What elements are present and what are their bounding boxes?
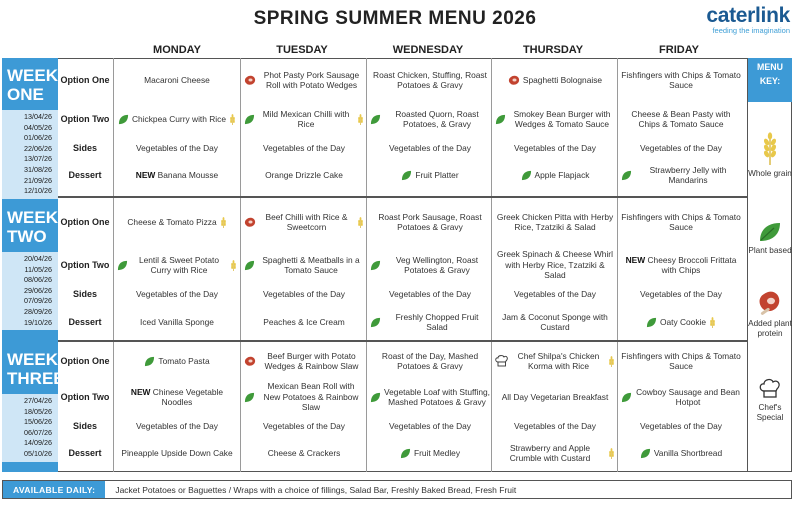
- menu-item-text: [414, 448, 460, 459]
- week-name-line1: WEEK: [7, 350, 58, 369]
- day-header-wednesday: WEDNESDAY: [392, 44, 464, 56]
- dish-name: Cowboy Sausage and Bean Hotpot: [636, 386, 740, 407]
- week-date: 31/08/26: [24, 164, 52, 174]
- key-item-chefs-special: [748, 378, 792, 423]
- dish-name: All Day Vegetarian Breakfast: [501, 391, 609, 402]
- menu-item: [495, 102, 615, 136]
- menu-item-text: [495, 443, 605, 464]
- menu-item-text: [136, 421, 218, 432]
- new-badge: NEW: [130, 386, 151, 397]
- week-dates: [2, 394, 58, 462]
- week-label-block: [2, 208, 58, 330]
- menu-item-text: [495, 312, 615, 333]
- leaf-icon: [144, 356, 155, 367]
- menu-item: [244, 380, 364, 414]
- menu-item: [495, 416, 615, 436]
- menu-item: [370, 416, 490, 436]
- dish-name: Cheesy Broccoli Frittata with Chips: [647, 254, 737, 275]
- menu-item: [621, 138, 741, 158]
- menu-item-text: [389, 421, 471, 432]
- menu-item: [370, 284, 490, 304]
- dish-name: Vegetables of the Day: [640, 288, 722, 299]
- dish-name: Vegetables of the Day: [263, 288, 345, 299]
- menu-item-text: [370, 351, 490, 372]
- menu-item-text: [621, 351, 741, 372]
- menu-item: [621, 284, 741, 304]
- leaf-icon: [370, 392, 381, 403]
- leaf-icon: [244, 114, 255, 125]
- menu-item-text: [535, 170, 590, 181]
- menu-item: [117, 62, 237, 98]
- menu-item-text: [621, 212, 741, 233]
- row-label-option-two: Option Two: [60, 391, 110, 402]
- menu-item-text: [635, 387, 741, 408]
- dish-name: Freshly Chopped Fruit Salad: [395, 311, 479, 332]
- dish-name: Fruit Medley: [413, 447, 461, 458]
- week-name-line2: ONE: [7, 85, 44, 104]
- menu-item-text: [514, 421, 596, 432]
- menu-item: [495, 200, 615, 244]
- menu-item: [117, 438, 237, 468]
- menu-item-text: [514, 143, 596, 154]
- week-name-line1: WEEK: [7, 66, 58, 85]
- menu-item: [495, 284, 615, 304]
- menu-item: [117, 138, 237, 158]
- menu-item: [370, 380, 490, 414]
- menu-item: [244, 162, 364, 188]
- day-header-tuesday: TUESDAY: [276, 44, 328, 56]
- column-divider: [240, 58, 241, 472]
- leaf-icon: [370, 317, 381, 328]
- dish-name: Tomato Pasta: [158, 355, 210, 366]
- menu-item-text: [136, 289, 218, 300]
- week-dates: [2, 252, 58, 330]
- menu-item-text: [495, 249, 615, 281]
- row-label-option-one: Option One: [60, 355, 110, 366]
- week-date: 07/09/26: [24, 296, 52, 306]
- dish-name: Mild Mexican Chilli with Rice: [262, 108, 350, 129]
- day-header-monday: MONDAY: [153, 44, 201, 56]
- menu-item-text: [259, 212, 354, 233]
- menu-item: [117, 416, 237, 436]
- leaf-icon: [401, 170, 412, 181]
- week-date: 14/09/26: [24, 438, 52, 448]
- menu-item-text: [144, 75, 210, 86]
- logo-tagline: feeding the imagination: [712, 26, 790, 35]
- meat-icon: [244, 355, 256, 367]
- menu-item: [244, 248, 364, 282]
- meat-icon: [758, 288, 782, 316]
- menu-item: [117, 284, 237, 304]
- menu-item-text: [514, 289, 596, 300]
- menu-item-text: [654, 448, 722, 459]
- menu-item-text: [117, 387, 237, 408]
- dish-name: Smokey Bean Burger with Wedges & Tomato Sauce: [513, 108, 611, 129]
- menu-item-text: [660, 317, 706, 328]
- wheat-icon: [230, 260, 237, 271]
- week-label-block: [2, 350, 65, 462]
- dish-name: Fishfingers with Chips & Tomato Sauce: [621, 69, 741, 90]
- dish-name: Vegetables of the Day: [640, 142, 722, 153]
- dish-name: Vegetables of the Day: [389, 288, 471, 299]
- week-date: 04/05/26: [24, 122, 52, 132]
- week-date: 27/04/26: [24, 396, 52, 405]
- leaf-icon: [621, 392, 632, 403]
- dish-name: Vegetables of the Day: [263, 142, 345, 153]
- menu-item: [244, 62, 364, 98]
- menu-item-text: [640, 421, 722, 432]
- dish-name: Beef Chilli with Rice & Sweetcorn: [265, 211, 348, 232]
- menu-item: [370, 102, 490, 136]
- caterlink-logo: [690, 4, 790, 35]
- key-item-plant-based: [748, 221, 792, 256]
- dish-name: Chef Shilpa's Chicken Korma with Rice: [517, 350, 600, 371]
- menu-item-text: [384, 387, 490, 408]
- dish-name: Macaroni Cheese: [144, 74, 210, 85]
- dish-name: Oaty Cookie: [659, 316, 707, 327]
- menu-item-text: [259, 70, 364, 91]
- key-item-whole-grain: [748, 132, 792, 179]
- dish-name: Veg Wellington, Roast Potatoes & Gravy: [395, 254, 479, 275]
- row-label-option-two: Option Two: [60, 259, 110, 270]
- menu-item: [621, 380, 741, 414]
- leaf-icon: [244, 260, 255, 271]
- menu-title: SPRING SUMMER MENU 2026: [253, 8, 537, 29]
- dish-name: Strawberry Jelly with Mandarins: [649, 164, 727, 185]
- chef-hat-icon: [758, 378, 782, 400]
- menu-item-text: [121, 448, 232, 459]
- week-date: 20/04/26: [24, 254, 52, 263]
- menu-item: [495, 380, 615, 414]
- dish-name: Phot Pasty Pork Sausage Roll with Potato Wedges: [263, 69, 360, 90]
- menu-item-text: [131, 255, 227, 276]
- menu-item: [495, 162, 615, 188]
- menu-item: [117, 380, 237, 414]
- menu-item: [621, 248, 741, 282]
- week-date: 13/04/26: [24, 112, 52, 121]
- dish-name: Vegetable Loaf with Stuffing, Mashed Potatoes & Gravy: [384, 386, 491, 407]
- row-label-sides: Sides: [72, 420, 97, 431]
- menu-item-text: [389, 143, 471, 154]
- dish-name: Peaches & Ice Cream: [263, 316, 345, 327]
- key-label-plant-protein: Added plant protein: [748, 319, 792, 338]
- menu-item-text: [384, 312, 490, 333]
- week-date: 22/06/26: [24, 143, 52, 153]
- menu-item: [117, 200, 237, 244]
- dish-name: Vegetables of the Day: [514, 142, 596, 153]
- menu-item-text: [265, 170, 343, 181]
- available-daily-label: AVAILABLE DAILY:: [3, 481, 105, 498]
- row-label-dessert: Dessert: [68, 169, 102, 180]
- leaf-icon: [758, 221, 782, 243]
- menu-item: [370, 344, 490, 378]
- wheat-icon: [229, 114, 236, 125]
- dish-name: Vegetables of the Day: [263, 420, 345, 431]
- week-date: 28/09/26: [24, 306, 52, 316]
- wheat-icon: [608, 448, 615, 459]
- meat-icon: [244, 74, 256, 86]
- column-divider: [491, 58, 492, 472]
- menu-item: [621, 306, 741, 338]
- menu-item-text: [415, 170, 458, 181]
- key-item-plant-protein: [748, 288, 792, 339]
- dish-name: Spaghetti & Meatballs in a Tomato Sauce: [262, 254, 360, 275]
- menu-item-text: [621, 70, 741, 91]
- menu-item: [621, 200, 741, 244]
- week-divider: [58, 196, 748, 198]
- dish-name: Apple Flapjack: [534, 169, 590, 180]
- available-daily-bar: [2, 480, 792, 499]
- menu-item: [621, 62, 741, 98]
- menu-item: [495, 248, 615, 282]
- menu-item: [495, 138, 615, 158]
- day-header-thursday: THURSDAY: [522, 44, 584, 56]
- menu-item: [244, 284, 364, 304]
- menu-item-text: [621, 255, 741, 276]
- dish-name: Jam & Coconut Sponge with Custard: [502, 311, 608, 332]
- menu-item-text: [509, 109, 615, 130]
- column-divider: [113, 58, 114, 472]
- dish-name: Vegetables of the Day: [640, 420, 722, 431]
- week-date: 05/10/26: [24, 448, 52, 458]
- dish-name: Vegetables of the Day: [136, 142, 218, 153]
- row-label-option-one: Option One: [60, 74, 110, 85]
- week-name-line2: TWO: [7, 227, 47, 246]
- menu-key-title: [748, 58, 792, 102]
- menu-item: [621, 162, 741, 188]
- dish-name: Spaghetti Bolognaise: [522, 74, 603, 85]
- leaf-icon: [400, 448, 411, 459]
- menu-item: [495, 62, 615, 98]
- dish-name: Cheese & Bean Pasty with Chips & Tomato Sauce: [631, 108, 731, 129]
- week-date: 06/07/26: [24, 427, 52, 437]
- menu-item-text: [384, 109, 490, 130]
- menu-item-text: [635, 165, 741, 186]
- menu-item-text: [136, 170, 218, 181]
- dish-name: Vegetables of the Day: [136, 288, 218, 299]
- dish-name: Fruit Platter: [415, 169, 459, 180]
- row-label-option-two: Option Two: [60, 113, 110, 124]
- wheat-icon: [357, 217, 364, 228]
- menu-item: [117, 102, 237, 136]
- wheat-icon: [608, 356, 615, 367]
- week-date: 13/07/26: [24, 154, 52, 164]
- menu-item: [244, 102, 364, 136]
- menu-item: [370, 200, 490, 244]
- key-label-chefs-special: Chef's Special: [756, 403, 784, 422]
- menu-item: [621, 416, 741, 436]
- dish-name: Vegetables of the Day: [389, 420, 471, 431]
- dish-name: Chinese Vegetable Noodles: [152, 386, 224, 407]
- dish-name: Iced Vanilla Sponge: [140, 316, 214, 327]
- week-date: 21/09/26: [24, 175, 52, 185]
- dish-name: Fishfingers with Chips & Tomato Sauce: [621, 211, 741, 232]
- menu-item-text: [132, 114, 226, 125]
- menu-item: [244, 138, 364, 158]
- available-daily-text: Jacket Potatoes or Baguettes / Wraps with a choice of fillings, Salad Bar, Freshly Baked Bread, Fresh Fruit: [115, 484, 517, 495]
- day-header-friday: FRIDAY: [659, 44, 699, 56]
- column-divider: [366, 58, 367, 472]
- menu-item: [370, 162, 490, 188]
- week-date: 15/06/26: [24, 417, 52, 427]
- menu-item: [117, 306, 237, 338]
- dish-name: Roast Pork Sausage, Roast Potatoes & Gravy: [378, 211, 482, 232]
- menu-item-text: [258, 255, 364, 276]
- dish-name: Pineapple Upside Down Cake: [121, 447, 233, 458]
- leaf-icon: [244, 392, 255, 403]
- new-badge: NEW: [135, 169, 156, 180]
- menu-item: [117, 344, 237, 378]
- week-date: 19/10/26: [24, 317, 52, 327]
- menu-item: [244, 200, 364, 244]
- row-label-dessert: Dessert: [68, 447, 102, 458]
- row-label-dessert: Dessert: [68, 316, 102, 327]
- menu-key-title-line2: KEY:: [759, 76, 781, 86]
- wheat-icon: [357, 114, 364, 125]
- dish-name: Banana Mousse: [157, 169, 219, 180]
- menu-item-text: [523, 75, 602, 86]
- dish-name: Lentil & Sweet Potato Curry with Rice: [138, 254, 220, 275]
- week-date: 11/05/26: [24, 264, 52, 274]
- leaf-icon: [118, 114, 129, 125]
- menu-item: [244, 344, 364, 378]
- dish-name: Vegetables of the Day: [514, 288, 596, 299]
- week-date: 12/10/26: [24, 186, 52, 196]
- dish-name: Orange Drizzle Cake: [265, 169, 343, 180]
- menu-item: [370, 248, 490, 282]
- dish-name: Fishfingers with Chips & Tomato Sauce: [621, 350, 741, 371]
- week-date: 01/06/26: [24, 133, 52, 143]
- meat-icon: [244, 216, 256, 228]
- dish-name: Vegetables of the Day: [514, 420, 596, 431]
- menu-item: [370, 438, 490, 468]
- menu-item-text: [502, 392, 609, 403]
- menu-item-text: [370, 70, 490, 91]
- menu-item-text: [158, 356, 209, 367]
- menu-item-text: [140, 317, 214, 328]
- menu-item: [495, 344, 615, 378]
- menu-item-text: [127, 217, 216, 228]
- menu-item: [370, 62, 490, 98]
- menu-item-text: [640, 289, 722, 300]
- dish-name: Roast of the Day, Mashed Potatoes & Gravy: [381, 350, 479, 371]
- menu-item-text: [258, 381, 364, 413]
- week-date: 08/06/26: [24, 275, 52, 285]
- new-badge: NEW: [625, 254, 646, 265]
- dish-name: Cheese & Crackers: [267, 447, 341, 458]
- week-divider: [58, 340, 748, 342]
- menu-item: [244, 416, 364, 436]
- key-label-whole-grain: Whole grain: [748, 169, 792, 178]
- row-label-option-one: Option One: [60, 216, 110, 227]
- week-dates: [2, 110, 58, 199]
- menu-item-text: [512, 351, 605, 372]
- week-date: 29/06/26: [24, 285, 52, 295]
- menu-item: [370, 138, 490, 158]
- menu-item: [117, 162, 237, 188]
- menu-item-text: [263, 317, 344, 328]
- menu-item-text: [268, 448, 341, 459]
- dish-name: Cheese & Tomato Pizza: [127, 216, 217, 227]
- menu-item-text: [263, 421, 345, 432]
- menu-item-text: [389, 289, 471, 300]
- dish-name: Vegetables of the Day: [136, 420, 218, 431]
- menu-item: [370, 306, 490, 338]
- leaf-icon: [117, 260, 128, 271]
- dish-name: Mexican Bean Roll with New Potatoes & Rainbow Slaw: [263, 381, 359, 413]
- dish-name: Strawberry and Apple Crumble with Custard: [509, 442, 591, 463]
- row-label-sides: Sides: [72, 142, 97, 153]
- wheat-icon: [220, 217, 227, 228]
- menu-item-text: [370, 212, 490, 233]
- menu-item: [621, 344, 741, 378]
- dish-name: Chickpea Curry with Rice: [131, 113, 226, 124]
- chef-hat-icon: [495, 355, 509, 367]
- wheat-icon: [761, 132, 779, 166]
- menu-item-text: [136, 143, 218, 154]
- dish-name: Vanilla Shortbread: [653, 447, 723, 458]
- week-label-block: [2, 66, 58, 199]
- leaf-icon: [370, 260, 381, 271]
- leaf-icon: [621, 170, 632, 181]
- dish-name: Roast Chicken, Stuffing, Roast Potatoes & Gravy: [373, 69, 487, 90]
- week-date: 18/05/26: [24, 406, 52, 416]
- week-name-line2: THREE: [7, 369, 65, 388]
- column-divider: [617, 58, 618, 472]
- menu-item: [495, 438, 615, 468]
- menu-item-text: [259, 351, 364, 372]
- dish-name: Greek Spinach & Cheese Whirl with Herby Rice, Tzatziki & Salad: [497, 249, 613, 281]
- leaf-icon: [495, 114, 506, 125]
- leaf-icon: [370, 114, 381, 125]
- menu-item-text: [263, 143, 345, 154]
- menu-item: [621, 438, 741, 468]
- week-name-line1: WEEK: [7, 208, 58, 227]
- wheat-icon: [709, 317, 716, 328]
- menu-item: [495, 306, 615, 338]
- menu-item-text: [640, 143, 722, 154]
- row-label-sides: Sides: [72, 288, 97, 299]
- menu-item-text: [258, 109, 354, 130]
- menu-item-text: [263, 289, 345, 300]
- menu-key-title-line1: MENU: [757, 62, 783, 72]
- menu-item: [244, 306, 364, 338]
- meat-icon: [508, 74, 520, 86]
- key-label-plant-based: Plant based: [748, 246, 792, 255]
- dish-name: Roasted Quorn, Roast Potatoes, & Gravy: [395, 108, 479, 129]
- menu-item: [117, 248, 237, 282]
- dish-name: Greek Chicken Pitta with Herby Rice, Tzatziki & Salad: [496, 211, 614, 232]
- logo-name: caterlink: [706, 4, 790, 27]
- menu-item: [621, 102, 741, 136]
- dish-name: Beef Burger with Potato Wedges & Rainbow Slaw: [264, 350, 359, 371]
- leaf-icon: [521, 170, 532, 181]
- menu-item-text: [495, 212, 615, 233]
- leaf-icon: [640, 448, 651, 459]
- menu-item: [244, 438, 364, 468]
- dish-name: Vegetables of the Day: [389, 142, 471, 153]
- leaf-icon: [646, 317, 657, 328]
- menu-item-text: [621, 109, 741, 130]
- menu-item-text: [384, 255, 490, 276]
